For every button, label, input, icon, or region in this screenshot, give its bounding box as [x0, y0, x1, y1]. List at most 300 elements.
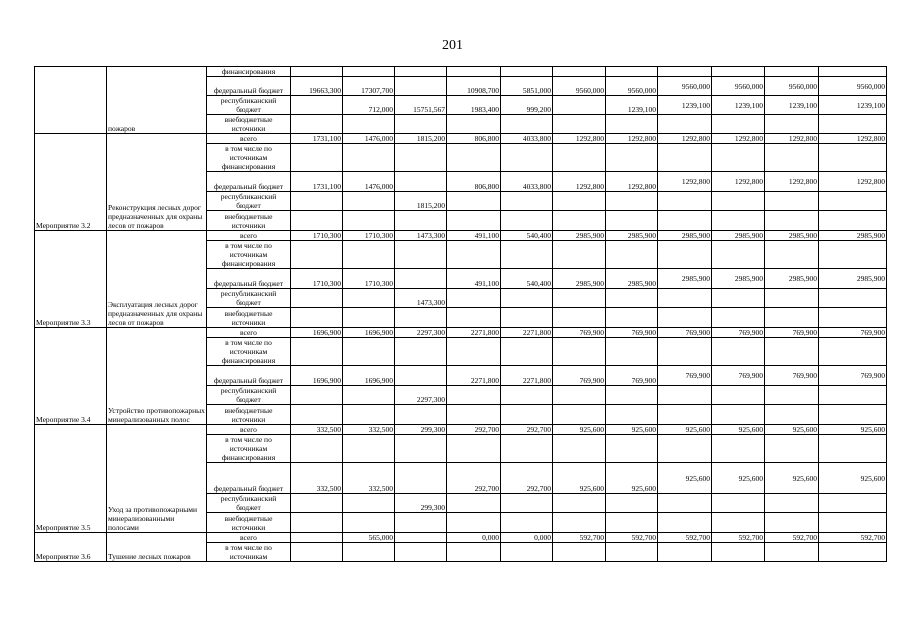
- value-cell: [658, 513, 712, 533]
- value-cell: 1292,800: [606, 172, 658, 192]
- value-cell: [712, 289, 765, 308]
- value-cell: 925,600: [712, 425, 765, 435]
- value-cell: 1292,800: [658, 134, 712, 144]
- funding-source-cell: федеральный бюджет: [207, 269, 291, 289]
- value-cell: [658, 115, 712, 134]
- table-row: [35, 425, 887, 435]
- value-cell: [658, 386, 712, 405]
- value-cell: [447, 308, 501, 328]
- value-cell: 1710,300: [291, 269, 343, 289]
- value-cell: [606, 513, 658, 533]
- value-cell: [553, 386, 606, 405]
- value-cell: 592,700: [606, 533, 658, 543]
- value-cell: [553, 308, 606, 328]
- value-cell: [553, 435, 606, 463]
- value-cell: 1239,100: [819, 96, 887, 115]
- value-cell: [553, 494, 606, 513]
- value-cell: [501, 115, 553, 134]
- value-cell: 925,600: [553, 425, 606, 435]
- value-cell: [447, 211, 501, 231]
- value-cell: [395, 67, 447, 77]
- value-cell: [447, 67, 501, 77]
- value-cell: [606, 211, 658, 231]
- value-cell: 292,700: [501, 425, 553, 435]
- value-cell: 769,900: [553, 366, 606, 386]
- value-cell: 2271,800: [447, 328, 501, 338]
- value-cell: [658, 211, 712, 231]
- value-cell: [291, 386, 343, 405]
- event-name-cell: [35, 67, 107, 134]
- funding-source-cell: внебюджетные источники: [207, 405, 291, 425]
- event-description-cell: Реконструкция лесных дорог предназначенных для охраны лесов от пожаров: [107, 134, 207, 231]
- value-cell: 925,600: [606, 463, 658, 494]
- value-cell: 1731,100: [291, 134, 343, 144]
- value-cell: [501, 289, 553, 308]
- value-cell: [606, 289, 658, 308]
- value-cell: [658, 67, 712, 77]
- value-cell: [501, 241, 553, 269]
- value-cell: [395, 543, 447, 562]
- value-cell: [343, 67, 395, 77]
- value-cell: [819, 386, 887, 405]
- funding-source-cell: федеральный бюджет: [207, 172, 291, 192]
- table-row: [35, 134, 887, 144]
- value-cell: [447, 241, 501, 269]
- value-cell: [291, 494, 343, 513]
- value-cell: [819, 289, 887, 308]
- value-cell: 332,500: [343, 463, 395, 494]
- value-cell: [819, 435, 887, 463]
- value-cell: 299,300: [395, 425, 447, 435]
- value-cell: 925,600: [712, 463, 765, 494]
- value-cell: [553, 338, 606, 366]
- value-cell: 999,200: [501, 96, 553, 115]
- value-cell: 769,900: [553, 328, 606, 338]
- value-cell: 2271,800: [447, 366, 501, 386]
- funding-source-cell: всего: [207, 533, 291, 543]
- value-cell: 769,900: [765, 328, 819, 338]
- value-cell: 1292,800: [765, 134, 819, 144]
- value-cell: [447, 289, 501, 308]
- value-cell: [447, 513, 501, 533]
- value-cell: [291, 435, 343, 463]
- value-cell: 769,900: [819, 328, 887, 338]
- value-cell: 2985,900: [658, 269, 712, 289]
- table-row: [35, 533, 887, 543]
- value-cell: [395, 366, 447, 386]
- value-cell: 1476,000: [343, 172, 395, 192]
- value-cell: [712, 67, 765, 77]
- value-cell: [395, 241, 447, 269]
- funding-source-cell: в том числе по источникам: [207, 543, 291, 562]
- value-cell: 9560,000: [658, 77, 712, 96]
- value-cell: [765, 435, 819, 463]
- funding-source-cell: финансирования: [207, 67, 291, 77]
- value-cell: 769,900: [712, 328, 765, 338]
- value-cell: [395, 115, 447, 134]
- value-cell: 925,600: [553, 463, 606, 494]
- value-cell: [395, 308, 447, 328]
- value-cell: [765, 192, 819, 211]
- value-cell: [765, 405, 819, 425]
- event-description-cell: пожаров: [107, 67, 207, 134]
- value-cell: [395, 463, 447, 494]
- value-cell: [343, 338, 395, 366]
- funding-source-cell: республиканский бюджет: [207, 289, 291, 308]
- value-cell: 2985,900: [606, 231, 658, 241]
- value-cell: [447, 435, 501, 463]
- value-cell: [395, 405, 447, 425]
- funding-source-cell: в том числе по источникам финансирования: [207, 144, 291, 172]
- value-cell: 1239,100: [712, 96, 765, 115]
- funding-source-cell: республиканский бюджет: [207, 96, 291, 115]
- value-cell: 1292,800: [606, 134, 658, 144]
- value-cell: 2985,900: [712, 231, 765, 241]
- value-cell: [658, 308, 712, 328]
- value-cell: 1476,000: [343, 134, 395, 144]
- value-cell: [343, 192, 395, 211]
- value-cell: 1239,100: [765, 96, 819, 115]
- value-cell: [658, 435, 712, 463]
- value-cell: 2271,800: [501, 366, 553, 386]
- value-cell: [819, 513, 887, 533]
- value-cell: 2985,900: [819, 231, 887, 241]
- value-cell: [765, 144, 819, 172]
- value-cell: [447, 494, 501, 513]
- value-cell: [819, 405, 887, 425]
- value-cell: [765, 543, 819, 562]
- value-cell: [501, 211, 553, 231]
- value-cell: 2985,900: [765, 269, 819, 289]
- value-cell: 2985,900: [553, 231, 606, 241]
- value-cell: 1983,400: [447, 96, 501, 115]
- funding-source-cell: всего: [207, 328, 291, 338]
- funding-source-cell: внебюджетные источники: [207, 513, 291, 533]
- value-cell: [553, 513, 606, 533]
- value-cell: [606, 338, 658, 366]
- value-cell: 15751,567: [395, 96, 447, 115]
- funding-source-cell: республиканский бюджет: [207, 192, 291, 211]
- value-cell: 925,600: [765, 425, 819, 435]
- value-cell: 1696,900: [343, 328, 395, 338]
- value-cell: [606, 435, 658, 463]
- value-cell: [447, 144, 501, 172]
- value-cell: [501, 67, 553, 77]
- value-cell: 332,500: [291, 463, 343, 494]
- value-cell: 1473,300: [395, 289, 447, 308]
- value-cell: [658, 289, 712, 308]
- value-cell: 19663,300: [291, 77, 343, 96]
- value-cell: [712, 513, 765, 533]
- value-cell: 2271,800: [501, 328, 553, 338]
- value-cell: 1815,200: [395, 134, 447, 144]
- value-cell: [553, 67, 606, 77]
- value-cell: [291, 241, 343, 269]
- value-cell: 2985,900: [606, 269, 658, 289]
- value-cell: 1292,800: [712, 172, 765, 192]
- value-cell: [343, 241, 395, 269]
- value-cell: [712, 115, 765, 134]
- value-cell: 1710,300: [343, 231, 395, 241]
- value-cell: [819, 543, 887, 562]
- value-cell: [765, 338, 819, 366]
- event-description-cell: Эксплуатация лесных дорог предназначенных для охраны лесов от пожаров: [107, 231, 207, 328]
- value-cell: 491,100: [447, 269, 501, 289]
- value-cell: [606, 494, 658, 513]
- value-cell: 1292,800: [553, 134, 606, 144]
- value-cell: [343, 308, 395, 328]
- value-cell: 332,500: [343, 425, 395, 435]
- value-cell: 9560,000: [819, 77, 887, 96]
- value-cell: 1239,100: [658, 96, 712, 115]
- value-cell: [291, 543, 343, 562]
- value-cell: [553, 192, 606, 211]
- value-cell: [291, 96, 343, 115]
- value-cell: 292,700: [447, 425, 501, 435]
- value-cell: [447, 543, 501, 562]
- value-cell: 769,900: [606, 366, 658, 386]
- value-cell: [606, 308, 658, 328]
- value-cell: [395, 338, 447, 366]
- value-cell: [765, 211, 819, 231]
- value-cell: [343, 144, 395, 172]
- value-cell: [553, 115, 606, 134]
- value-cell: 1292,800: [712, 134, 765, 144]
- value-cell: [395, 533, 447, 543]
- value-cell: 592,700: [765, 533, 819, 543]
- value-cell: [553, 211, 606, 231]
- value-cell: 925,600: [819, 425, 887, 435]
- value-cell: [501, 435, 553, 463]
- value-cell: [501, 543, 553, 562]
- value-cell: [606, 543, 658, 562]
- value-cell: [291, 115, 343, 134]
- value-cell: 1815,200: [395, 192, 447, 211]
- value-cell: [712, 435, 765, 463]
- value-cell: [712, 308, 765, 328]
- value-cell: 0,000: [447, 533, 501, 543]
- event-name-cell: Мероприятие 3.3: [35, 231, 107, 328]
- value-cell: [606, 241, 658, 269]
- value-cell: 4033,800: [501, 172, 553, 192]
- value-cell: 1696,900: [291, 328, 343, 338]
- value-cell: 540,400: [501, 231, 553, 241]
- value-cell: 9560,000: [765, 77, 819, 96]
- value-cell: 5851,000: [501, 77, 553, 96]
- value-cell: [765, 513, 819, 533]
- value-cell: 592,700: [819, 533, 887, 543]
- value-cell: [501, 494, 553, 513]
- funding-source-cell: федеральный бюджет: [207, 366, 291, 386]
- budget-table: [34, 66, 887, 562]
- event-name-cell: Мероприятие 3.4: [35, 328, 107, 425]
- table-row: [35, 67, 887, 77]
- value-cell: 2985,900: [658, 231, 712, 241]
- value-cell: 10908,700: [447, 77, 501, 96]
- value-cell: [553, 289, 606, 308]
- funding-source-cell: в том числе по источникам финансирования: [207, 241, 291, 269]
- value-cell: 2985,900: [819, 269, 887, 289]
- value-cell: 925,600: [658, 463, 712, 494]
- value-cell: [501, 386, 553, 405]
- value-cell: [501, 405, 553, 425]
- funding-source-cell: республиканский бюджет: [207, 494, 291, 513]
- value-cell: [606, 115, 658, 134]
- value-cell: [553, 543, 606, 562]
- value-cell: 332,500: [291, 425, 343, 435]
- value-cell: [712, 338, 765, 366]
- value-cell: [343, 543, 395, 562]
- value-cell: [291, 289, 343, 308]
- funding-source-cell: всего: [207, 134, 291, 144]
- value-cell: [447, 386, 501, 405]
- value-cell: [819, 338, 887, 366]
- value-cell: 2297,300: [395, 328, 447, 338]
- value-cell: [765, 494, 819, 513]
- value-cell: [606, 192, 658, 211]
- value-cell: [658, 494, 712, 513]
- value-cell: [553, 144, 606, 172]
- value-cell: [712, 405, 765, 425]
- value-cell: 1696,900: [291, 366, 343, 386]
- funding-source-cell: федеральный бюджет: [207, 77, 291, 96]
- value-cell: [712, 241, 765, 269]
- value-cell: 4033,800: [501, 134, 553, 144]
- table-row: [35, 231, 887, 241]
- value-cell: [447, 115, 501, 134]
- value-cell: 0,000: [501, 533, 553, 543]
- funding-source-cell: всего: [207, 425, 291, 435]
- value-cell: [343, 405, 395, 425]
- value-cell: [343, 386, 395, 405]
- value-cell: [395, 172, 447, 192]
- value-cell: [447, 338, 501, 366]
- value-cell: [819, 308, 887, 328]
- value-cell: [765, 386, 819, 405]
- event-name-cell: Мероприятие 3.5: [35, 425, 107, 533]
- value-cell: [765, 241, 819, 269]
- value-cell: [291, 533, 343, 543]
- funding-source-cell: в том числе по источникам финансирования: [207, 435, 291, 463]
- value-cell: 1292,800: [819, 134, 887, 144]
- value-cell: [291, 513, 343, 533]
- value-cell: [712, 386, 765, 405]
- table-body: [35, 67, 887, 562]
- value-cell: [395, 435, 447, 463]
- value-cell: 769,900: [819, 366, 887, 386]
- value-cell: [501, 308, 553, 328]
- value-cell: 9560,000: [553, 77, 606, 96]
- value-cell: [395, 144, 447, 172]
- value-cell: [819, 192, 887, 211]
- value-cell: [395, 513, 447, 533]
- value-cell: 1292,800: [765, 172, 819, 192]
- page-number: 201: [442, 38, 463, 53]
- value-cell: 2985,900: [553, 269, 606, 289]
- value-cell: [395, 77, 447, 96]
- value-cell: [658, 192, 712, 211]
- value-cell: [819, 144, 887, 172]
- funding-source-cell: внебюджетные источники: [207, 308, 291, 328]
- value-cell: 592,700: [553, 533, 606, 543]
- value-cell: [765, 115, 819, 134]
- value-cell: [819, 115, 887, 134]
- value-cell: 2297,300: [395, 386, 447, 405]
- value-cell: [501, 338, 553, 366]
- value-cell: 299,300: [395, 494, 447, 513]
- event-description-cell: Устройство противопожарных минерализованных полос: [107, 328, 207, 425]
- value-cell: [765, 67, 819, 77]
- event-name-cell: Мероприятие 3.6: [35, 533, 107, 562]
- value-cell: [501, 144, 553, 172]
- value-cell: 592,700: [712, 533, 765, 543]
- value-cell: [343, 513, 395, 533]
- value-cell: 1731,100: [291, 172, 343, 192]
- funding-source-cell: внебюджетные источники: [207, 115, 291, 134]
- value-cell: [291, 338, 343, 366]
- value-cell: 1473,300: [395, 231, 447, 241]
- value-cell: 1710,300: [291, 231, 343, 241]
- value-cell: 1696,900: [343, 366, 395, 386]
- value-cell: 592,700: [658, 533, 712, 543]
- value-cell: [343, 435, 395, 463]
- value-cell: [395, 211, 447, 231]
- value-cell: 925,600: [765, 463, 819, 494]
- value-cell: [606, 144, 658, 172]
- value-cell: 9560,000: [606, 77, 658, 96]
- value-cell: [553, 96, 606, 115]
- value-cell: [343, 289, 395, 308]
- value-cell: 1239,100: [606, 96, 658, 115]
- value-cell: [501, 192, 553, 211]
- value-cell: [343, 115, 395, 134]
- value-cell: [819, 67, 887, 77]
- value-cell: 1710,300: [343, 269, 395, 289]
- value-cell: [553, 405, 606, 425]
- event-description-cell: Уход за противопожарными минерализованными полосами: [107, 425, 207, 533]
- value-cell: [712, 494, 765, 513]
- value-cell: 1292,800: [553, 172, 606, 192]
- value-cell: [819, 211, 887, 231]
- value-cell: [606, 67, 658, 77]
- value-cell: [712, 543, 765, 562]
- value-cell: [606, 405, 658, 425]
- value-cell: 925,600: [658, 425, 712, 435]
- event-description-cell: Тушение лесных пожаров: [107, 533, 207, 562]
- value-cell: [712, 211, 765, 231]
- value-cell: [819, 241, 887, 269]
- value-cell: [658, 241, 712, 269]
- value-cell: [395, 269, 447, 289]
- value-cell: 1292,800: [819, 172, 887, 192]
- value-cell: [501, 513, 553, 533]
- value-cell: 17307,700: [343, 77, 395, 96]
- value-cell: 806,800: [447, 172, 501, 192]
- funding-source-cell: федеральный бюджет: [207, 463, 291, 494]
- value-cell: [606, 386, 658, 405]
- value-cell: [447, 405, 501, 425]
- value-cell: [343, 211, 395, 231]
- value-cell: 2985,900: [765, 231, 819, 241]
- funding-source-cell: в том числе по источникам финансирования: [207, 338, 291, 366]
- value-cell: [819, 494, 887, 513]
- funding-source-cell: всего: [207, 231, 291, 241]
- value-cell: 1292,800: [658, 172, 712, 192]
- value-cell: 292,700: [501, 463, 553, 494]
- value-cell: [291, 308, 343, 328]
- value-cell: 540,400: [501, 269, 553, 289]
- value-cell: 769,900: [606, 328, 658, 338]
